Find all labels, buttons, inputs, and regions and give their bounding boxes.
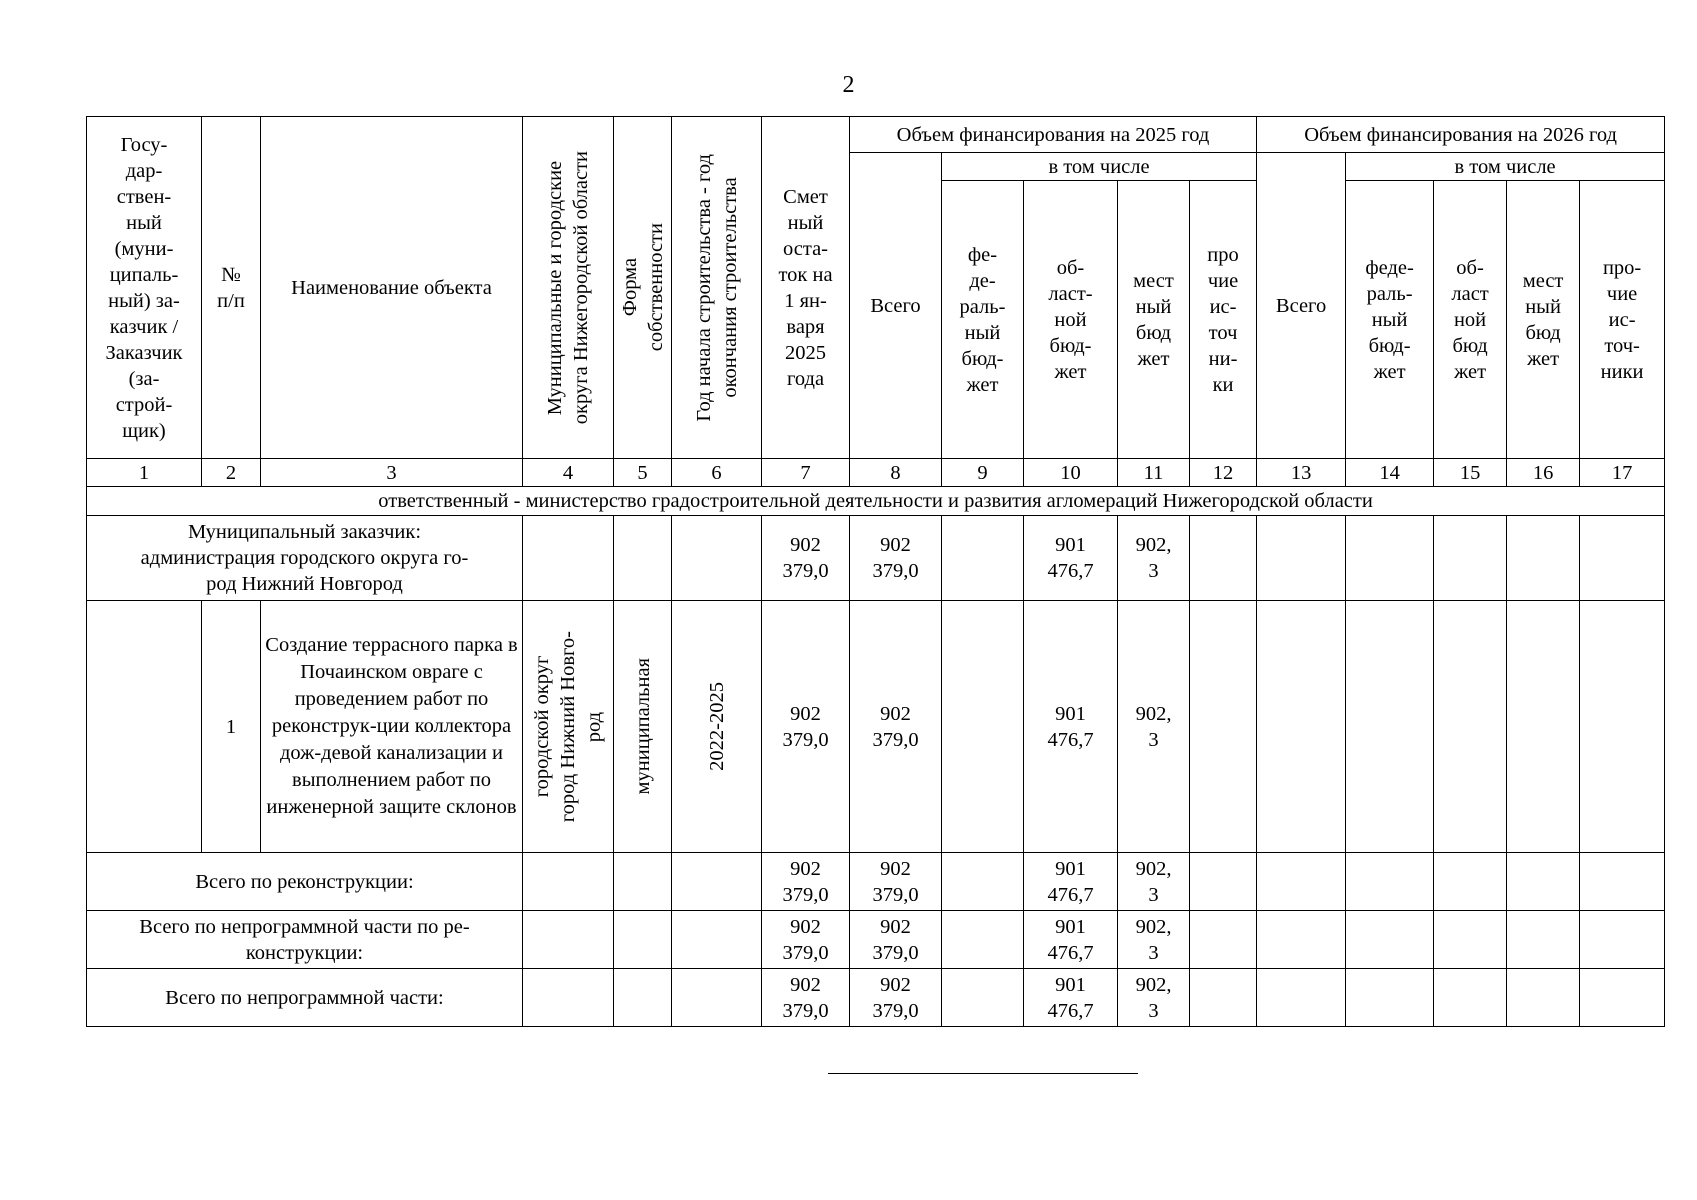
header-local-2026: мест ный бюд жет <box>1507 181 1580 459</box>
column-number: 1 <box>87 459 202 487</box>
object-row <box>87 601 1665 853</box>
header-other-2025: про чие ис- точ ни- ки <box>1190 181 1257 459</box>
column-number: 3 <box>261 459 523 487</box>
regional-2025-value: 901 476,7 <box>1024 516 1118 601</box>
object-ownership-cell <box>614 601 672 853</box>
object-ownership: муниципальная <box>631 658 654 795</box>
total-label: Всего по непрограммной части по ре- конструкции: <box>87 911 523 969</box>
column-number: 11 <box>1118 459 1190 487</box>
empty-cell <box>1257 601 1346 853</box>
empty-cell <box>1346 601 1434 853</box>
header-local-2025: мест ный бюд жет <box>1118 181 1190 459</box>
empty-cell <box>1434 853 1507 911</box>
column-number: 12 <box>1190 459 1257 487</box>
column-number: 14 <box>1346 459 1434 487</box>
total-row <box>87 911 1665 969</box>
total-2025-value: 902 379,0 <box>850 853 942 911</box>
header-years: Год начала строительства - год окончания строительства <box>692 153 741 422</box>
header-ownership: Форма собственности <box>618 223 667 352</box>
empty-cell <box>942 516 1024 601</box>
header-total-2026: Всего <box>1257 153 1346 459</box>
customer-label: Муниципальный заказчик: администрация городского округа го- род Нижний Новгород <box>87 516 523 601</box>
empty-cell <box>1257 911 1346 969</box>
column-numbers-row <box>87 459 1665 487</box>
empty-cell <box>1507 516 1580 601</box>
empty-cell <box>672 853 762 911</box>
total-2025-value: 902 379,0 <box>850 601 942 853</box>
header-financing-2026: Объем финансирования на 2026 год <box>1257 117 1665 153</box>
empty-cell <box>523 516 614 601</box>
empty-cell <box>614 853 672 911</box>
object-number: 1 <box>202 601 261 853</box>
total-2025-value: 902 379,0 <box>850 516 942 601</box>
object-years: 2022-2025 <box>705 682 728 771</box>
empty-cell <box>1580 516 1665 601</box>
empty-cell <box>1434 516 1507 601</box>
responsible-ministry: ответственный - министерство градостроительной деятельности и развития агломераций Нижегородской области <box>87 487 1665 516</box>
estimate-balance-value: 902 379,0 <box>762 911 850 969</box>
object-district-cell <box>523 601 614 853</box>
header-ownership-cell <box>614 117 672 459</box>
empty-cell <box>614 969 672 1027</box>
empty-cell <box>1580 969 1665 1027</box>
empty-cell <box>1190 911 1257 969</box>
empty-cell <box>942 911 1024 969</box>
empty-cell <box>87 601 202 853</box>
empty-cell <box>1346 911 1434 969</box>
column-number: 7 <box>762 459 850 487</box>
empty-cell <box>672 516 762 601</box>
object-district: городской округ город Нижний Новго- род <box>531 630 605 823</box>
header-including-2025: в том числе <box>942 153 1257 181</box>
header-regional-2025: об- ласт- ной бюд- жет <box>1024 181 1118 459</box>
header-other-2026: про- чие ис- точ- ники <box>1580 181 1665 459</box>
empty-cell <box>1346 969 1434 1027</box>
local-2025-value: 902, 3 <box>1118 969 1190 1027</box>
empty-cell <box>1190 969 1257 1027</box>
local-2025-value: 902, 3 <box>1118 516 1190 601</box>
empty-cell <box>1507 601 1580 853</box>
column-number: 8 <box>850 459 942 487</box>
column-number: 16 <box>1507 459 1580 487</box>
header-including-2026: в том числе <box>1346 153 1665 181</box>
header-regional-2026: об- ласт ной бюд жет <box>1434 181 1507 459</box>
empty-cell <box>1257 853 1346 911</box>
total-2025-value: 902 379,0 <box>850 911 942 969</box>
total-label: Всего по реконструкции: <box>87 853 523 911</box>
empty-cell <box>1346 516 1434 601</box>
local-2025-value: 902, 3 <box>1118 911 1190 969</box>
empty-cell <box>942 601 1024 853</box>
header-estimate-balance: Смет ный оста- ток на 1 ян- варя 2025 года <box>762 117 850 459</box>
empty-cell <box>672 969 762 1027</box>
empty-cell <box>1580 853 1665 911</box>
total-2025-value: 902 379,0 <box>850 969 942 1027</box>
empty-cell <box>1190 601 1257 853</box>
empty-cell <box>614 911 672 969</box>
customer-row <box>87 516 1665 601</box>
object-years-cell <box>672 601 762 853</box>
empty-cell <box>1580 911 1665 969</box>
estimate-balance-value: 902 379,0 <box>762 969 850 1027</box>
empty-cell <box>523 969 614 1027</box>
financing-table <box>86 116 1665 1027</box>
estimate-balance-value: 902 379,0 <box>762 516 850 601</box>
empty-cell <box>1580 601 1665 853</box>
total-row <box>87 853 1665 911</box>
column-number: 17 <box>1580 459 1665 487</box>
page-number: 2 <box>842 72 855 98</box>
regional-2025-value: 901 476,7 <box>1024 601 1118 853</box>
estimate-balance-value: 902 379,0 <box>762 853 850 911</box>
column-number: 9 <box>942 459 1024 487</box>
header-district-cell <box>523 117 614 459</box>
empty-cell <box>942 853 1024 911</box>
header-financing-2025: Объем финансирования на 2025 год <box>850 117 1257 153</box>
header-total-2025: Всего <box>850 153 942 459</box>
regional-2025-value: 901 476,7 <box>1024 853 1118 911</box>
empty-cell <box>523 911 614 969</box>
empty-cell <box>1434 601 1507 853</box>
column-number: 5 <box>614 459 672 487</box>
empty-cell <box>1190 516 1257 601</box>
local-2025-value: 902, 3 <box>1118 601 1190 853</box>
empty-cell <box>523 853 614 911</box>
empty-cell <box>1190 853 1257 911</box>
empty-cell <box>1257 516 1346 601</box>
object-name: Создание террасного парка в Почаинском овраге с проведением работ по реконструк-ции коллектора дож-девой канализации и выполнением работ по инженерной защите склонов <box>261 601 523 853</box>
column-number: 6 <box>672 459 762 487</box>
header-federal-2026: феде- раль- ный бюд- жет <box>1346 181 1434 459</box>
column-number: 4 <box>523 459 614 487</box>
header-years-cell <box>672 117 762 459</box>
local-2025-value: 902, 3 <box>1118 853 1190 911</box>
regional-2025-value: 901 476,7 <box>1024 969 1118 1027</box>
column-number: 15 <box>1434 459 1507 487</box>
empty-cell <box>1434 911 1507 969</box>
total-row <box>87 969 1665 1027</box>
header-object-name: Наименование объекта <box>261 117 523 459</box>
column-number: 2 <box>202 459 261 487</box>
empty-cell <box>1507 853 1580 911</box>
estimate-balance-value: 902 379,0 <box>762 601 850 853</box>
empty-cell <box>614 516 672 601</box>
header-district: Муниципальные и городские округа Нижегородской области <box>544 150 592 425</box>
empty-cell <box>942 969 1024 1027</box>
header-customer: Госу- дар- ствен- ный (муни- ципаль- ный) за- казчик / Заказчик (за- строй- щик) <box>87 117 202 459</box>
total-label: Всего по непрограммной части: <box>87 969 523 1027</box>
empty-cell <box>1257 969 1346 1027</box>
empty-cell <box>1346 853 1434 911</box>
empty-cell <box>1507 911 1580 969</box>
regional-2025-value: 901 476,7 <box>1024 911 1118 969</box>
header-number: № п/п <box>202 117 261 459</box>
empty-cell <box>672 911 762 969</box>
column-number: 13 <box>1257 459 1346 487</box>
empty-cell <box>1507 969 1580 1027</box>
footer-divider <box>828 1073 1138 1074</box>
column-number: 10 <box>1024 459 1118 487</box>
empty-cell <box>1434 969 1507 1027</box>
header-federal-2025: фе- де- раль- ный бюд- жет <box>942 181 1024 459</box>
